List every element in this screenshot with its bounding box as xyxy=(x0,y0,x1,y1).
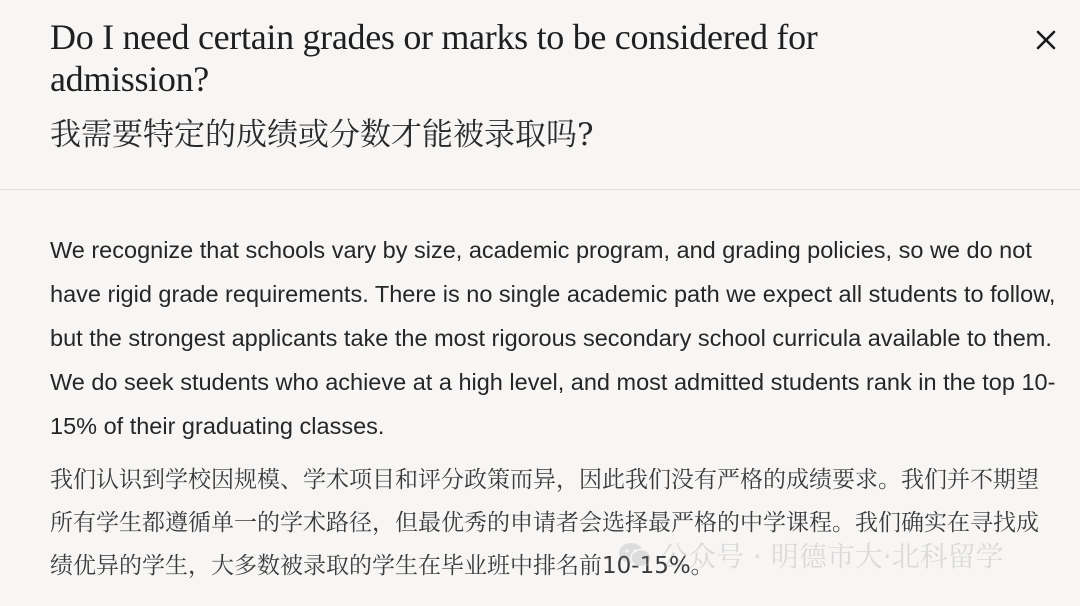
close-icon xyxy=(1035,29,1057,51)
answer-chinese: 我们认识到学校因规模、学术项目和评分政策而异，因此我们没有严格的成绩要求。我们并不期望所有学生都遵循单一的学术路径，但最优秀的申请者会选择最严格的中学课程。我们确实在寻找成绩优异的学生，大多数被录取的学生在毕业班中排名前10-15%。 xyxy=(50,467,1039,579)
close-button[interactable] xyxy=(1024,18,1068,62)
watermark-text: 公众号 · 明德市大·北科留学 xyxy=(660,540,1004,573)
dialog-header xyxy=(0,0,1080,190)
question-title-chinese: 我需要特定的成绩或分数才能被录取吗? xyxy=(50,117,594,153)
question-title-english: Do I need certain grades or marks to be considered for admission? xyxy=(50,17,818,99)
answer-english: We recognize that schools vary by size, academic program, and grading policies, so we do not have rigid grade requirements. There is no single academic path we expect all students to follow, but the strongest applicants take the most rigorous secondary school curricula available to them. We do seek students who achieve at a high level, and most admitted students rank in the top 10-15% of their graduating classes. xyxy=(50,237,1056,439)
